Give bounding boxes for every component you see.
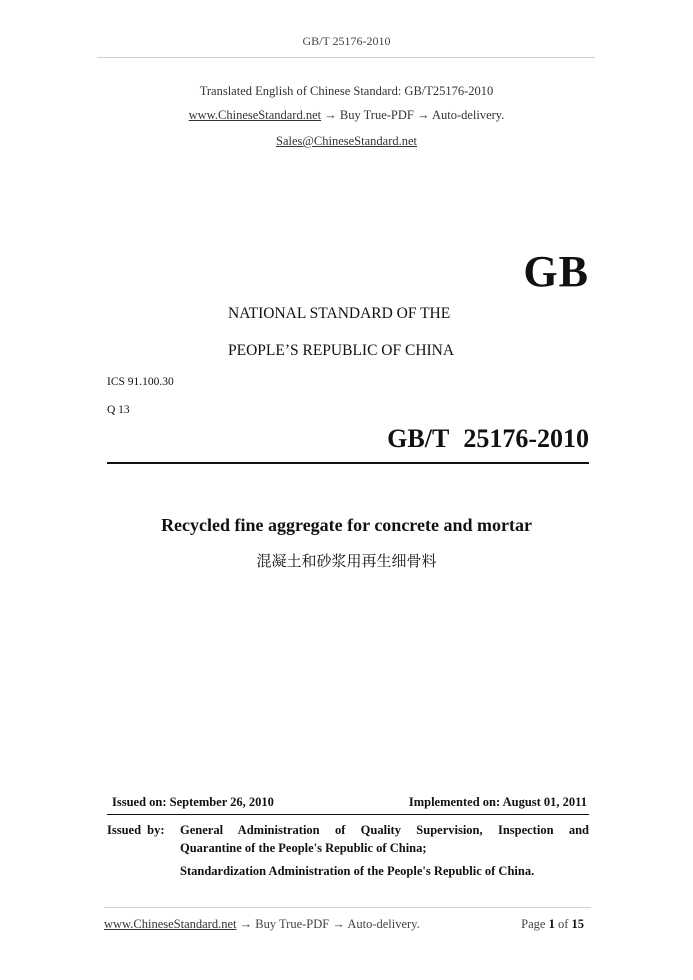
document-title-en: Recycled fine aggregate for concrete and mortar [161,515,532,535]
purchase-line [0,108,693,123]
dates-divider [107,814,589,815]
site-link[interactable]: www.ChineseStandard.net [188,108,322,122]
arrow-icon: → [324,108,337,122]
sales-line [0,134,693,149]
national-standard-line2: PEOPLE’S REPUBLIC OF CHINA [228,342,455,359]
delivery-text: Auto-delivery. [431,108,505,122]
implemented-on-date: Implemented on: August 01, 2011 [408,795,587,809]
issued-by-label: Issued by: [107,823,165,837]
arrow-icon: → [332,917,345,931]
document-title-cn: 混凝土和砂浆用再生细骨料 [256,552,437,570]
header-divider [97,57,595,58]
ics-code: ICS 91.100.30 [107,376,174,388]
arrow-icon: → [239,917,253,931]
page-indicator [521,917,584,932]
arrow-icon: → [417,108,430,122]
total-pages: 15 [571,917,584,931]
issuer-line3: Standardization Administration of the People's Republic of China. [180,864,535,878]
title-divider [107,462,589,464]
running-header: GB/T 25176-2010 [302,34,391,48]
sales-email-link[interactable]: Sales@ChineseStandard.net [276,134,417,148]
issued-on-date: Issued on: September 26, 2010 [112,795,274,809]
footer-site-link[interactable]: www.ChineseStandard.net [104,917,237,931]
footer-divider [104,907,591,908]
ccs-code: Q 13 [107,404,130,416]
of-label: of [557,917,569,931]
gb-mark: GB [523,247,589,296]
issuer-line1: General Administration of Quality Supervision, Inspection and [180,823,589,837]
standard-number: GB/T 25176-2010 [387,424,589,453]
translation-notice: Translated English of Chinese Standard: GB/T25176-2010 [199,84,494,98]
page-label: Page [521,917,546,931]
buy-text: Buy True-PDF [339,108,414,122]
footer-buy-text: Buy True-PDF [255,917,330,931]
issuer-line2: Quarantine of the People's Republic of China; [180,841,427,855]
footer-purchase-line [104,917,420,932]
national-standard-line1: NATIONAL STANDARD OF THE [228,305,451,322]
page-number: 1 [548,917,555,931]
footer-delivery-text: Auto-delivery. [347,917,420,931]
